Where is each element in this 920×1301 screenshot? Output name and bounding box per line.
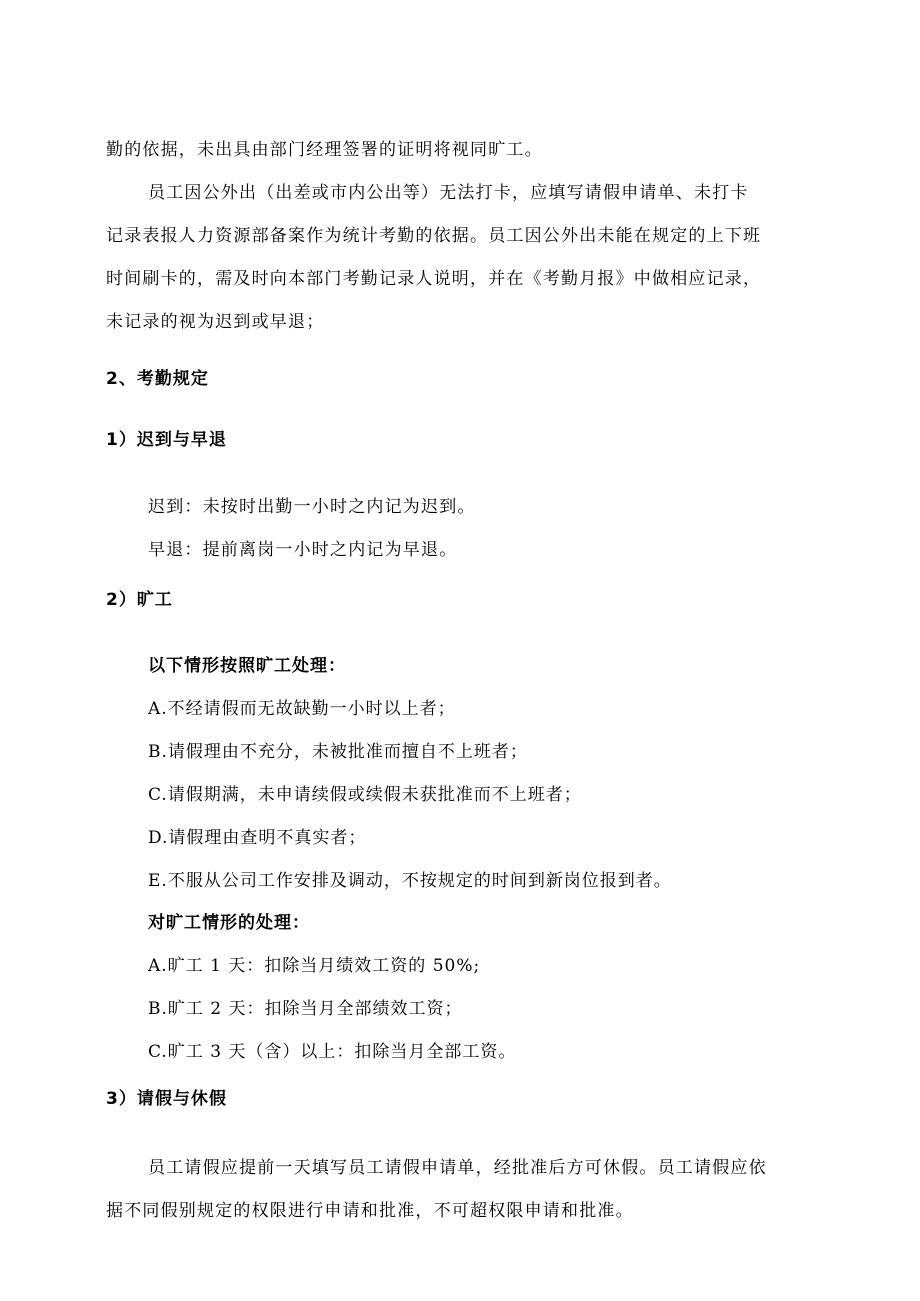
subheading-leave: 3）请假与休假: [106, 1089, 227, 1109]
intro-line-1: 勤的依据，未出具由部门经理签署的证明将视同旷工。: [106, 140, 543, 160]
late-definition: 迟到：未按时出勤一小时之内记为迟到。: [148, 497, 476, 517]
outing-line-1: 员工因公外出（出差或市内公出等）无法打卡，应填写请假申请单、未打卡: [148, 183, 749, 203]
early-definition: 早退：提前离岗一小时之内记为早退。: [148, 540, 458, 560]
penalty-c: C.旷工 3 天（含）以上：扣除当月全部工资。: [148, 1042, 517, 1062]
absenteeism-case-c: C.请假期满，未申请续假或续假未获批准而不上班者；: [148, 785, 582, 805]
penalty-b: B.旷工 2 天：扣除当月全部绩效工资；: [148, 999, 463, 1019]
outing-line-3: 时间刷卡的，需及时向本部门考勤记录人说明，并在《考勤月报》中做相应记录，: [106, 269, 762, 289]
absenteeism-case-d: D.请假理由查明不真实者；: [148, 828, 367, 848]
leave-line-1: 员工请假应提前一天填写员工请假申请单，经批准后方可休假。员工请假应依: [148, 1158, 767, 1178]
absenteeism-case-e: E.不服从公司工作安排及调动，不按规定的时间到新岗位报到者。: [148, 871, 672, 891]
outing-line-4: 未记录的视为迟到或早退；: [106, 312, 325, 332]
absenteeism-penalty-heading: 对旷工情形的处理：: [148, 913, 310, 933]
section-heading-attendance-rules: 2、考勤规定: [106, 369, 209, 389]
absenteeism-case-a: A.不经请假而无故缺勤一小时以上者；: [148, 699, 456, 719]
absenteeism-case-b: B.请假理由不充分，未被批准而擅自不上班者；: [148, 742, 528, 762]
outing-line-2: 记录表报人力资源部备案作为统计考勤的依据。员工因公外出未能在规定的上下班: [106, 226, 762, 246]
subheading-late-early: 1）迟到与早退: [106, 430, 227, 450]
penalty-a: A.旷工 1 天：扣除当月绩效工资的 50%;: [148, 956, 481, 976]
leave-line-2: 据不同假别规定的权限进行申请和批准，不可超权限申请和批准。: [106, 1201, 634, 1221]
subheading-absenteeism: 2）旷工: [106, 590, 173, 610]
absenteeism-cases-heading: 以下情形按照旷工处理：: [148, 656, 346, 676]
